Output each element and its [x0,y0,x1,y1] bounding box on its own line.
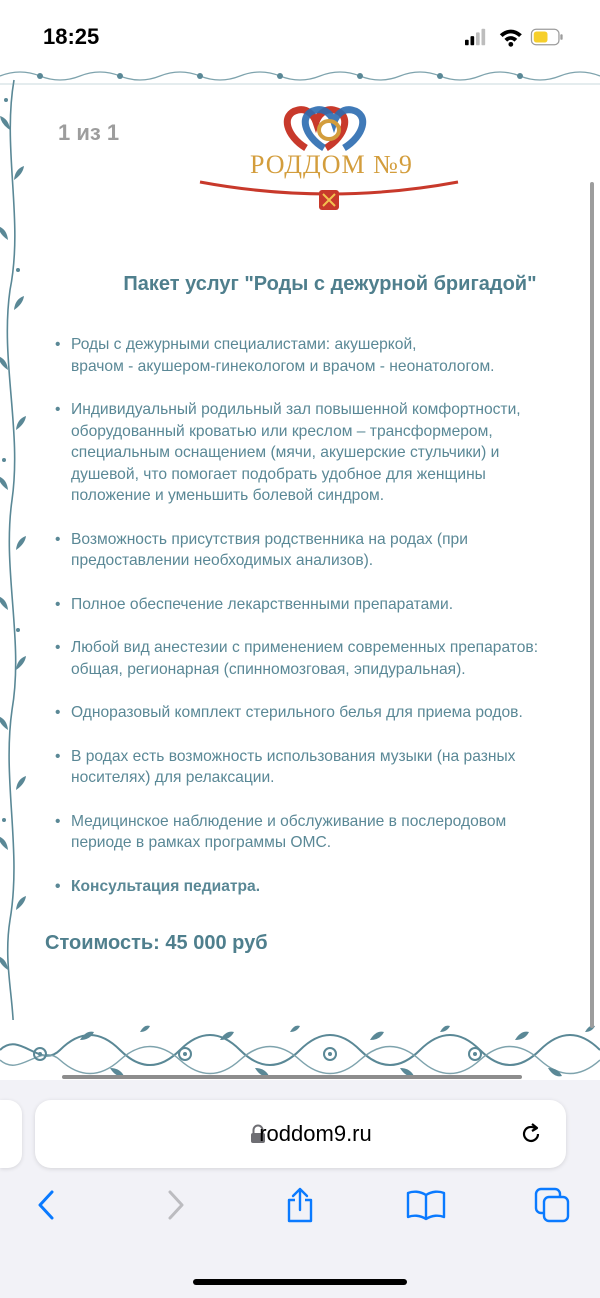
services-list [52,334,600,919]
browser-toolbar [0,1185,600,1235]
previous-tab-peek[interactable] [0,1100,22,1168]
browser-chrome [0,1080,600,1298]
reload-icon[interactable] [518,1121,544,1147]
status-time: 18:25 [43,24,100,49]
back-button[interactable] [26,1185,66,1225]
cellular-signal-icon [465,29,485,46]
status-bar [0,0,600,70]
list-item: • Возможность присутствия родственника на родах (при предоставлении необходимых анализов). [52,529,600,572]
wifi-icon [500,30,522,47]
list-item: • Любой вид анестезии с применением современных препаратов: общая, регионарная (спинномозговая, эпидуральная). [52,637,600,680]
list-item: • Консультация педиатра. [52,876,600,898]
list-item: • Полное обеспечение лекарственными препаратами. [52,594,600,616]
share-button[interactable] [280,1185,320,1225]
back-icon [36,1189,56,1221]
list-item: • Медицинское наблюдение и обслуживание в послеродовом периоде в рамках программы ОМС. [52,811,600,854]
vertical-scrollbar[interactable] [590,182,594,1028]
list-item: • В родах есть возможность использования музыки (на разных носителях) для релаксации. [52,746,600,789]
address-bar[interactable] [35,1100,566,1168]
list-item: • Одноразовый комплект стерильного белья для приема родов. [52,702,600,724]
hearts-logo-icon [287,110,362,148]
package-title: Пакет услуг "Роды с дежурной бригадой" [123,273,537,295]
status-icons [460,26,580,48]
home-indicator[interactable] [193,1279,407,1285]
share-icon [285,1186,315,1224]
horizontal-scrollbar[interactable] [62,1075,522,1079]
price-label: Стоимость: 45 000 руб [45,932,268,954]
forward-button[interactable] [156,1185,196,1225]
pdf-document-view[interactable] [0,70,600,1080]
forward-icon [166,1189,186,1221]
logo-text: РОДДОМ №9 [250,150,413,179]
bookmarks-icon [406,1189,446,1221]
list-item: • Роды с дежурными специалистами: акушеркой, врачом - акушером-гинекологом и врачом - неонатологом. [52,334,600,377]
url-text[interactable]: roddom9.ru [259,1121,372,1146]
bookmarks-button[interactable] [406,1185,446,1225]
tabs-button[interactable] [532,1185,572,1225]
list-item: • Индивидуальный родильный зал повышенной комфортности, оборудованный кроватью или креслом – трансформером, специальным оснащением (мячи, акушерские стульчики) и душевой, что помогает подобрать удобное для женщины положение и уменьшить болевой синдром. [52,399,600,507]
page-counter: 1 из 1 [58,120,120,145]
battery-icon [531,29,562,45]
tabs-icon [534,1187,570,1223]
